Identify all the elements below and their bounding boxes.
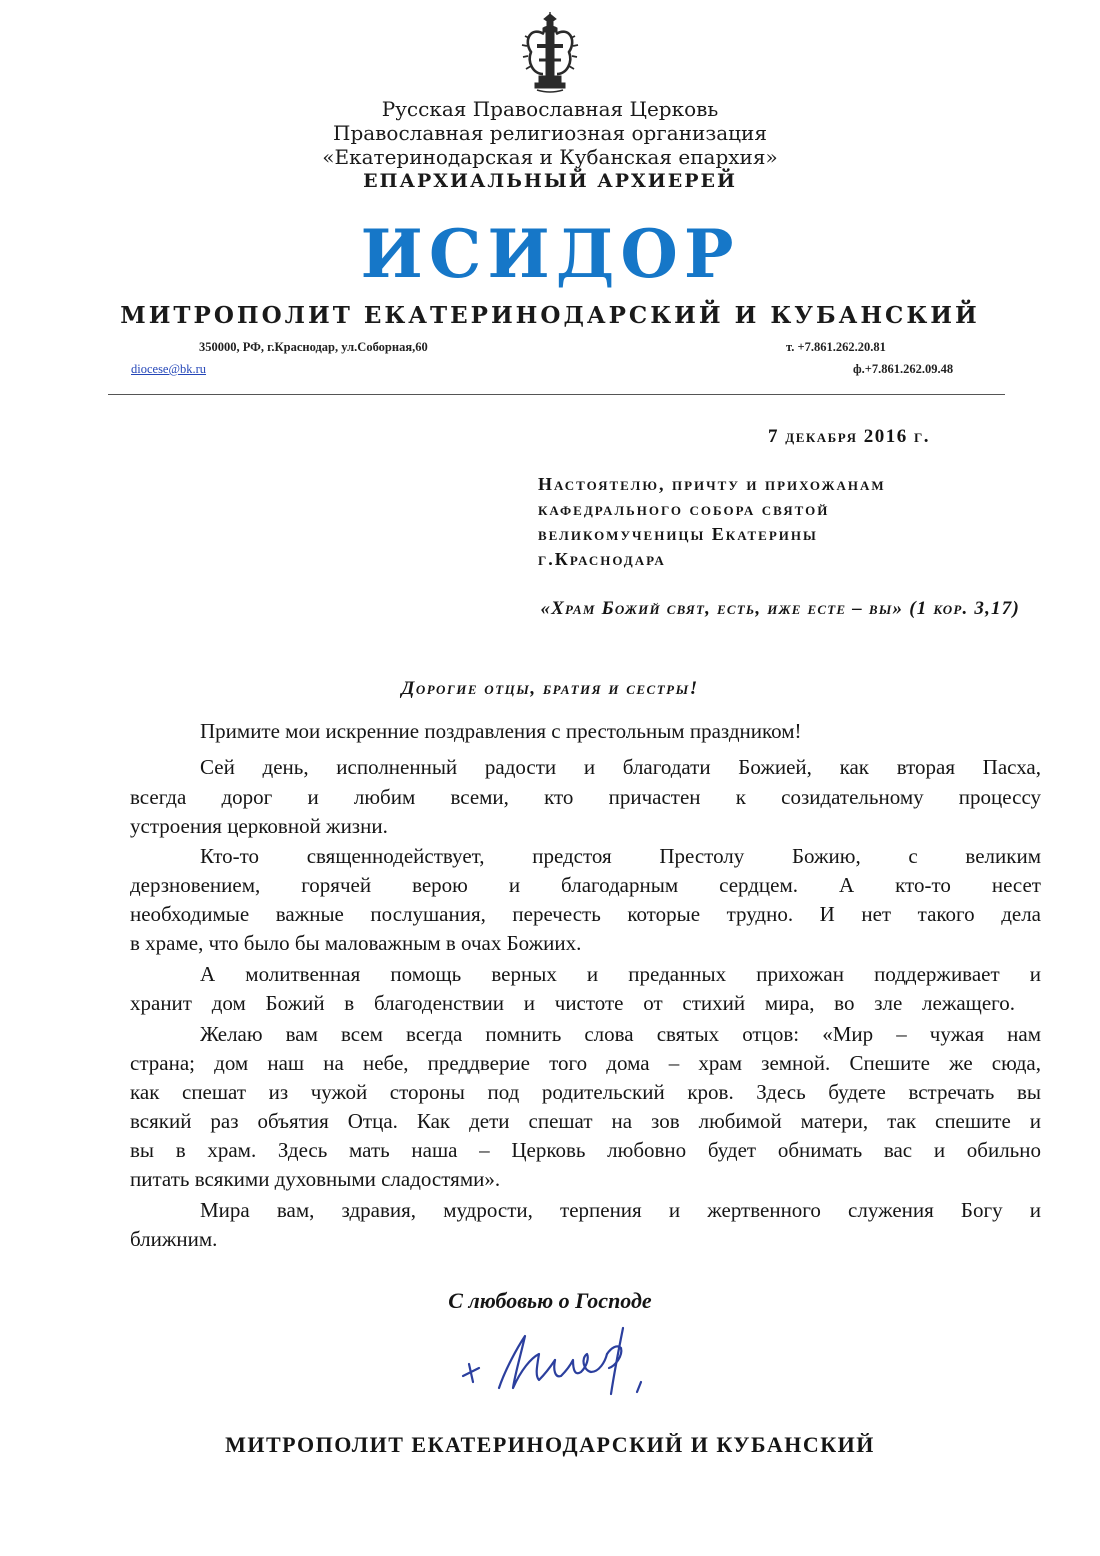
role-title: ЕПАРХИАЛЬНЫЙ АРХИЕРЕЙ: [363, 170, 737, 192]
body-line: необходимые важные послушания, перечесть которые трудно. И нет такого дела: [130, 902, 1041, 926]
metropolitan-name: ИСИДОР: [360, 215, 740, 293]
phone-number: т. +7.861.262.20.81: [786, 340, 886, 354]
body-line: всякий раз объятия Отца. Как дети спешат на зов любимой матери, так спешите и: [130, 1109, 1041, 1133]
body-line: как спешат из чужой стороны под родительский кров. Здесь будете встречать вы: [130, 1080, 1041, 1104]
body-line: Примите мои искренние поздравления с престольным праздником!: [200, 719, 802, 743]
metropolitan-title: МИТРОПОЛИТ ЕКАТЕРИНОДАРСКИЙ И КУБАНСКИЙ: [120, 302, 980, 329]
letter-date: 7 декабря 2016 г.: [768, 426, 930, 447]
addressee-line: великомученицы Екатерины: [538, 524, 818, 544]
body-line: Кто-то священнодействует, предстоя Престолу Божию, с великим: [200, 844, 1041, 868]
greeting: Дорогие отцы, братия и сестры!: [401, 678, 699, 699]
body-line: всегда дорог и любим всеми, кто причастен к созидательному процессу: [130, 785, 1041, 809]
body-line: ближним.: [130, 1227, 218, 1251]
epigraph: «Храм Божий свят, есть, иже есте – вы» (1 кор. 3,17): [540, 598, 1020, 619]
body-line: Сей день, исполненный радости и благодати Божией, как вторая Пасха,: [200, 755, 1041, 779]
body-line: А молитвенная помощь верных и преданных прихожан поддерживает и: [200, 962, 1041, 986]
email-link[interactable]: diocese@bk.ru: [131, 362, 207, 376]
addressee-line: г.Краснодара: [538, 549, 666, 569]
addressee-line: Настоятелю, причту и прихожанам: [538, 474, 886, 494]
organization-type: Православная религиозная организация: [333, 121, 767, 145]
header-divider: [108, 394, 1005, 395]
body-line: страна; дом наш на небе, преддверие того дома – храм земной. Спешите же сюда,: [130, 1051, 1041, 1075]
closing-phrase: С любовью о Господе: [448, 1288, 652, 1313]
body-line: дерзновением, горячей верою и благодарным сердцем. А кто-то несет: [130, 873, 1041, 897]
fax-number: ф.+7.861.262.09.48: [853, 362, 954, 376]
signatory-title: МИТРОПОЛИТ ЕКАТЕРИНОДАРСКИЙ И КУБАНСКИЙ: [225, 1432, 875, 1457]
body-line: питать всякими духовными сладостями».: [130, 1167, 501, 1191]
handwritten-signature: [455, 1318, 665, 1400]
diocese-emblem-icon: [517, 12, 583, 94]
body-line: устроения церковной жизни.: [130, 814, 388, 838]
body-line: Желаю вам всем всегда помнить слова святых отцов: «Мир – чужая нам: [200, 1022, 1041, 1046]
body-line: хранит дом Божий в благоденствии и чистоте от стихий мира, во зле лежащего.: [130, 991, 1015, 1015]
body-line: Мира вам, здравия, мудрости, терпения и жертвенного служения Богу и: [200, 1198, 1041, 1222]
body-line: в храме, что было бы маловажным в очах Божиих.: [130, 931, 582, 955]
addressee-line: кафедрального собора святой: [538, 499, 830, 519]
diocese-name: «Екатеринодарская и Кубанская епархия»: [322, 145, 778, 169]
church-name: Русская Православная Церковь: [381, 97, 719, 121]
postal-address: 350000, РФ, г.Краснодар, ул.Соборная,60: [199, 340, 428, 354]
body-line: вы в храм. Здесь мать наша – Церковь любовно будет обнимать вас и обильно: [130, 1138, 1041, 1162]
